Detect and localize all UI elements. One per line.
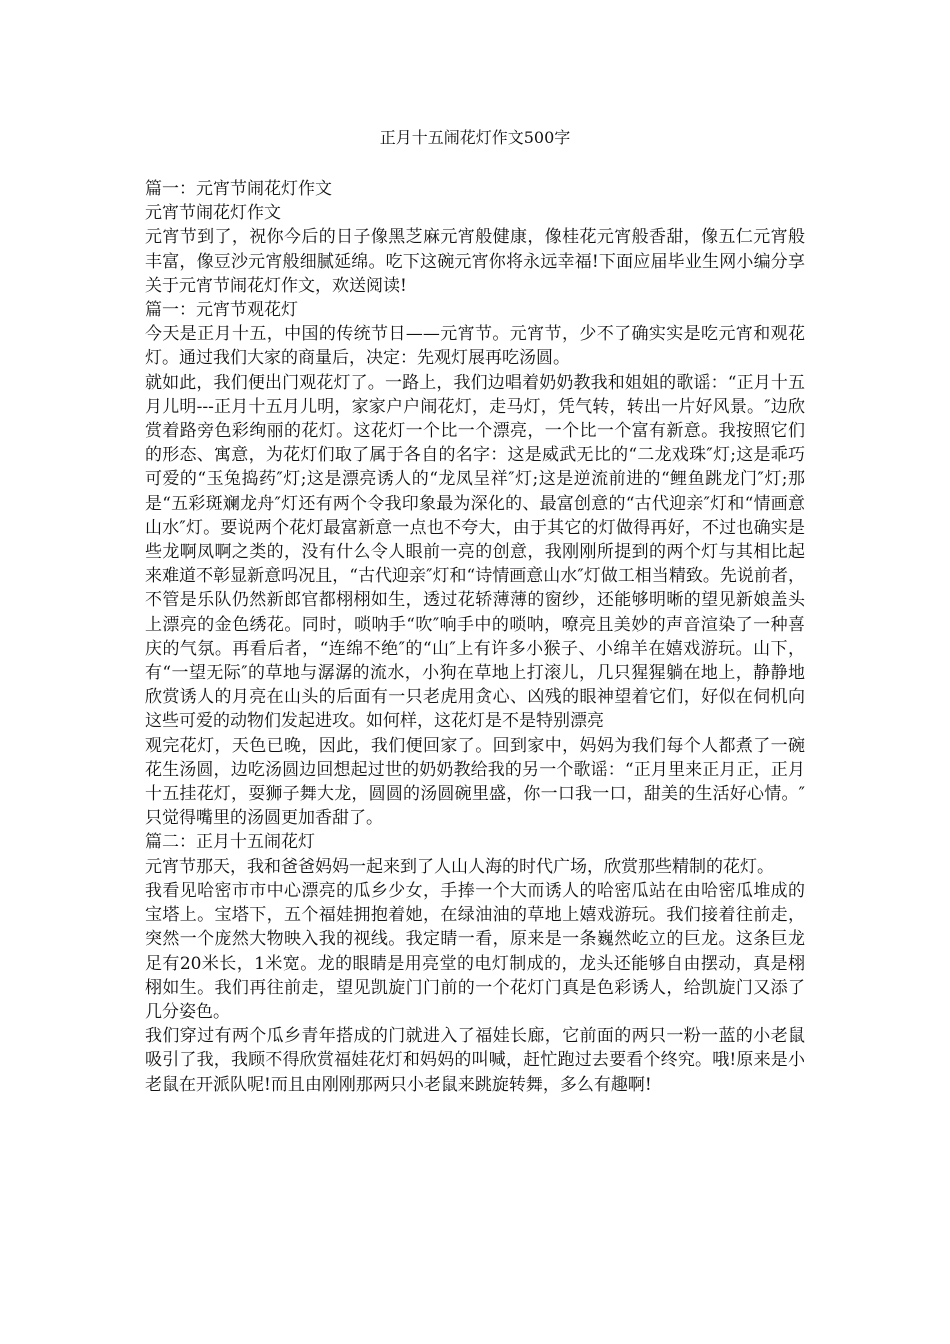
document-body <box>145 177 805 1097</box>
body-paragraph: 元宵节那天，我和爸爸妈妈一起来到了人山人海的时代广场，欣赏那些精制的花灯。 <box>145 856 774 877</box>
body-paragraph: 今天是正月十五，中国的传统节日——元宵节。元宵节，少不了确实实是吃元宵和观花灯。通过我们大家的商量后，决定：先观灯展再吃汤圆。 <box>145 324 805 369</box>
body-paragraph: 就如此，我们便出门观花灯了。一路上，我们边唱着奶奶教我和姐姐的歌谣：“正月十五月儿明---正月十五月儿明，家家户户闹花灯，走马灯，凭气转，转出一片好风景。″边欣赏着路旁色彩绚丽的花灯。这花灯一个比一个漂亮，一个比一个富有新意。我按照它们的形态、寓意，为花灯们取了属于各自的名字：这是威武无比的“二龙戏珠″灯;这是乖巧可爱的“玉兔捣药″灯;这是漂亮诱人的“龙凤呈祥″灯;这是逆流前进的“鲤鱼跳龙门″灯;那是“五彩斑斓龙舟″灯还有两个令我印象最为深化的、最富创意的“古代迎亲″灯和“情画意山水″灯。要说两个花灯最富新意一点也不夸大，由于其它的灯做得再好，不过也确实是些龙啊凤啊之类的，没有什么令人眼前一亮的创意，我刚刚所提到的两个灯与其相比起来难道不彰显新意吗况且，“古代迎亲″灯和“诗情画意山水″灯做工相当精致。先说前者，不管是乐队仍然新郎官都栩栩如生，透过花轿薄薄的窗纱，还能够明晰的望见新娘盖头上漂亮的金色绣花。同时，唢呐手“吹″响手中的唢呐，嘹亮且美妙的声音渲染了一种喜庆的气氛。再看后者，“连绵不绝″的“山″上有许多小猴子、小绵羊在嬉戏游玩。山下，有“一望无际″的草地与潺潺的流水，小狗在草地上打滚儿，几只猩猩躺在地上，静静地欣赏诱人的月亮在山头的后面有一只老虎用贪心、凶残的眼神望着它们，好似在伺机向这些可爱的动物们发起进攻。如何样，这花灯是不是特别漂亮 <box>145 372 805 732</box>
body-paragraph: 观完花灯，天色已晚，因此，我们便回家了。回到家中，妈妈为我们每个人都煮了一碗花生汤圆，边吃汤圆边回想起过世的奶奶教给我的另一个歌谣：“正月里来正月正，正月十五挂花灯，耍狮子舞大龙，圆圆的汤圆碗里盛，你一口我一口，甜美的生活好心情。″只觉得嘴里的汤圆更加香甜了。 <box>145 735 805 829</box>
body-paragraph: 我们穿过有两个瓜乡青年搭成的门就进入了福娃长廊，它前面的两只一粉一蓝的小老鼠吸引了我，我顾不得欣赏福娃花灯和妈妈的叫喊，赶忙跑过去要看个终究。哦!原来是小老鼠在开派队呢!而且由刚刚那两只小老鼠来跳旋转舞，多么有趣啊! <box>145 1026 805 1095</box>
section-heading: 篇二：正月十五闹花灯 <box>145 832 315 853</box>
intro-paragraph: 元宵节到了，祝你今后的日子像黑芝麻元宵般健康，像桂花元宵般香甜，像五仁元宵般丰富，像豆沙元宵般细腻延绵。吃下这碗元宵你将永远幸福!下面应届毕业生网小编分享关于元宵节闹花灯作文，欢送阅读! <box>145 227 805 296</box>
document-title: 正月十五闹花灯作文500字 <box>379 128 571 147</box>
article-title: 元宵节闹花灯作文 <box>145 203 281 224</box>
body-paragraph: 我看见哈密市市中心漂亮的瓜乡少女，手捧一个大而诱人的哈密瓜站在由哈密瓜堆成的宝塔上。宝塔下，五个福娃拥抱着她，在绿油油的草地上嬉戏游玩。我们接着往前走，突然一个庞然大物映入我的视线。我定睛一看，原来是一条巍然屹立的巨龙。这条巨龙足有20米长，1米宽。龙的眼睛是用亮堂的电灯制成的，龙头还能够自由摆动，真是栩栩如生。我们再往前走，望见凯旋门门前的一个花灯门真是色彩诱人，给凯旋门又添了几分姿色。 <box>145 880 805 1022</box>
section-heading: 篇一：元宵节观花灯 <box>145 300 298 321</box>
section-heading: 篇一：元宵节闹花灯作文 <box>145 179 332 199</box>
